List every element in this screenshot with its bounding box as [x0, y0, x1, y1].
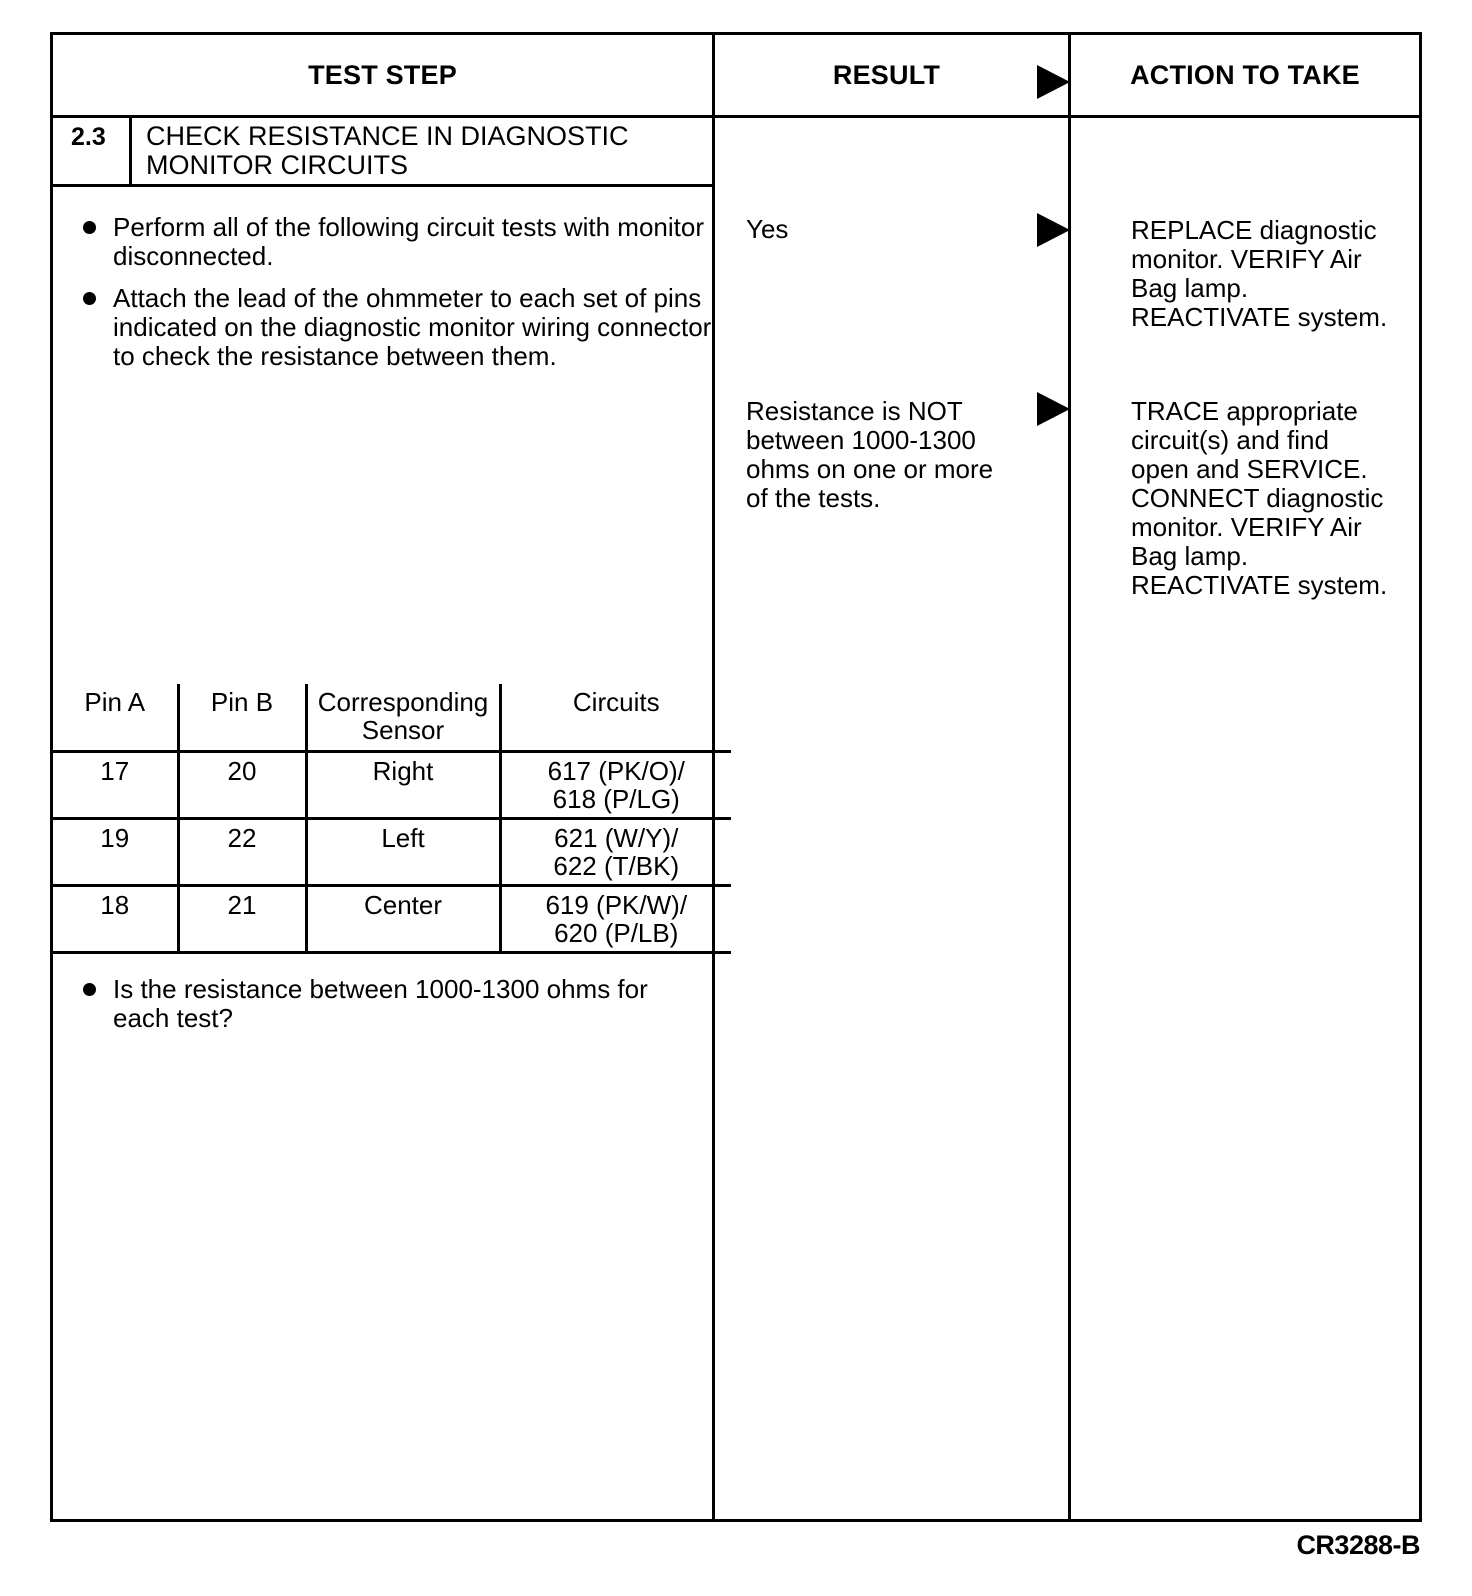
- pin-b-cell: 22: [178, 818, 306, 885]
- action-replace: REPLACE diagnostic monitor. VERIFY Air Bag lamp. REACTIVATE system.: [1131, 215, 1388, 332]
- circuits-cell: 617 (PK/O)/ 618 (P/LG): [500, 751, 731, 818]
- pin-a-cell: 17: [53, 751, 178, 818]
- pin-b-cell: 21: [178, 885, 306, 952]
- pin-a-cell: 19: [53, 818, 178, 885]
- column-divider-result: [1068, 35, 1071, 1519]
- column-header-pin-b: Pin B: [178, 684, 306, 751]
- step-number-divider: [129, 118, 132, 184]
- result-arrow-icon: [1037, 213, 1070, 247]
- table-row: [53, 751, 731, 818]
- header-action: ACTION TO TAKE: [1130, 59, 1360, 90]
- column-header-sensor: Corresponding Sensor: [306, 684, 500, 751]
- instruction-item: [83, 284, 723, 371]
- header-test-step: TEST STEP: [308, 59, 457, 90]
- step-number: 2.3: [71, 123, 106, 151]
- column-header-pin-a: Pin A: [53, 684, 178, 751]
- question-text: Is the resistance between 1000-1300 ohms for each test?: [113, 974, 648, 1033]
- question-item: [83, 975, 663, 1033]
- result-arrow-icon: [1037, 392, 1070, 426]
- header-arrow-icon: [1037, 65, 1070, 99]
- result-no: Resistance is NOT between 1000-1300 ohms on one or more of the tests.: [746, 396, 994, 513]
- diagnostic-procedure-table: [50, 32, 1422, 1522]
- result-yes: Yes: [746, 214, 789, 244]
- column-header-circuits: Circuits: [500, 684, 731, 751]
- sensor-cell: Left: [306, 818, 500, 885]
- step-title-line-1: CHECK RESISTANCE IN DIAGNOSTIC: [146, 121, 629, 151]
- circuits-cell: 621 (W/Y)/ 622 (T/BK): [500, 818, 731, 885]
- header-result-label: RESULT: [832, 59, 941, 90]
- pin-test-table: [53, 684, 731, 954]
- header-rule: [53, 115, 1419, 118]
- step-title: [146, 122, 629, 180]
- table-header-row: [53, 684, 731, 751]
- instruction-text: Attach the lead of the ohmmeter to each set of pins indicated on the diagnostic monitor wiring connector to check the resistance between them.: [113, 283, 712, 371]
- instruction-text: Perform all of the following circuit tests with monitor disconnected.: [113, 212, 704, 271]
- instruction-item: [83, 213, 723, 271]
- table-row: [53, 818, 731, 885]
- bullet-icon: [83, 983, 96, 996]
- bullet-icon: [83, 292, 96, 305]
- header-result: [715, 35, 1068, 115]
- pin-b-cell: 20: [178, 751, 306, 818]
- bullet-icon: [83, 221, 96, 234]
- sensor-cell: Right: [306, 751, 500, 818]
- action-trace: TRACE appropriate circuit(s) and find open and SERVICE. CONNECT diagnostic monitor. VERIFY Air Bag lamp. REACTIVATE system.: [1131, 396, 1388, 600]
- circuits-cell: 619 (PK/W)/ 620 (P/LB): [500, 885, 731, 952]
- sensor-cell: Center: [306, 885, 500, 952]
- table-row: [53, 885, 731, 952]
- step-title-line-2: MONITOR CIRCUITS: [146, 150, 408, 180]
- figure-code: CR3288-B: [1296, 1530, 1420, 1560]
- step-title-rule: [53, 184, 712, 187]
- pin-a-cell: 18: [53, 885, 178, 952]
